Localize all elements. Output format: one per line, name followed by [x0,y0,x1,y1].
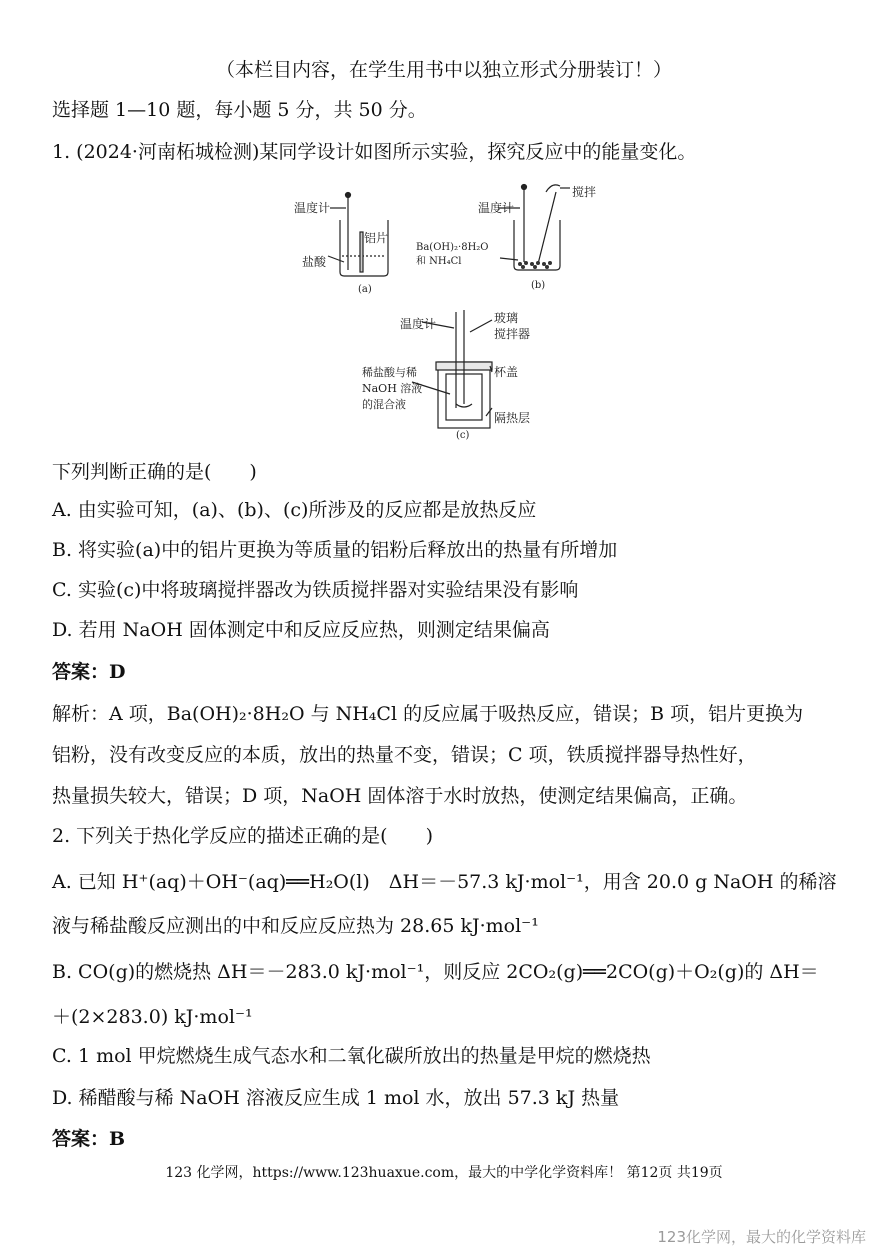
q2-option-d: D. 稀醋酸与稀 NaOH 溶液反应生成 1 mol 水，放出 57.3 kJ 热量 [52,1087,620,1109]
q2-option-b-line2: ＋(2×283.0) kJ·mol⁻¹ [52,1006,253,1028]
q2-option-a-line2: 液与稀盐酸反应测出的中和反应反应热为 28.65 kJ·mol⁻¹ [52,915,539,937]
fig-c-mix3: 的混合液 [362,398,406,411]
q1-prompt: 下列判断正确的是( ) [52,461,257,483]
q1-option-a: A. 由实验可知，(a)、(b)、(c)所涉及的反应都是放热反应 [52,499,537,521]
section-intro: 选择题 1—10 题，每小题 5 分，共 50 分。 [52,99,427,121]
q1-answer: 答案：D [52,661,126,683]
q1-analysis-line1: 解析：A 项，Ba(OH)₂·8H₂O 与 NH₄Cl 的反应属于吸热反应，错误；B 项，铝片更换为 [52,703,804,725]
q2-option-a-line1: A. 已知 H⁺(aq)＋OH⁻(aq)══H₂O(l) ΔH＝－57.3 kJ·mol⁻¹，用含 20.0 g NaOH 的稀溶 [52,871,837,893]
q1-option-c: C. 实验(c)中将玻璃搅拌器改为铁质搅拌器对实验结果没有影响 [52,579,579,601]
q2-option-c: C. 1 mol 甲烷燃烧生成气态水和二氧化碳所放出的热量是甲烷的燃烧热 [52,1045,651,1067]
fig-b-reagent2: 和 NH₄Cl [416,256,462,267]
q1-stem: 1. (2024·河南柘城检测)某同学设计如图所示实验，探究反应中的能量变化。 [52,141,697,163]
fig-c-stirrer1: 玻璃 [494,311,519,325]
fig-b-caption: (b) [531,280,546,291]
fig-a-acid: 盐酸 [302,255,327,269]
fig-c-mix1: 稀盐酸与稀 [362,366,417,379]
q2-stem: 2. 下列关于热化学反应的描述正确的是( ) [52,825,433,847]
q2-option-b-line1: B. CO(g)的燃烧热 ΔH＝－283.0 kJ·mol⁻¹，则反应 2CO₂(g)══2CO(g)＋O₂(g)的 ΔH＝ [52,961,819,983]
page-footer: 123 化学网，https://www.123huaxue.com，最大的中学化学资料库！ 第12页 共19页 [165,1165,723,1181]
q1-option-d: D. 若用 NaOH 固体测定中和反应反应热，则测定结果偏高 [52,619,550,641]
fig-c-mix2: NaOH 溶液 [362,382,423,395]
fig-c-lid: 杯盖 [494,365,519,379]
figure-b [498,185,570,271]
q2-answer: 答案：B [52,1128,126,1150]
q1-figure-c [360,304,560,444]
fig-b-stir: 搅拌 [572,185,597,199]
fig-a-foil: 铝片 [364,231,389,245]
fig-c-insulation: 隔热层 [494,411,531,425]
watermark: 123化学网，最大的化学资料库 [657,1228,866,1246]
figure-b-solid [518,261,552,269]
q1-figure-ab [288,178,618,300]
fig-b-thermometer: 温度计 [478,201,515,215]
header-note: （本栏目内容，在学生用书中以独立形式分册装订！） [215,59,672,81]
fig-c-caption: (c) [456,430,470,441]
q1-analysis-line3: 热量损失较大，错误；D 项，NaOH 固体溶于水时放热，使测定结果偏高，正确。 [52,785,748,807]
fig-c-thermometer: 温度计 [400,317,437,331]
q1-option-b: B. 将实验(a)中的铝片更换为等质量的铝粉后释放出的热量有所增加 [52,539,618,561]
fig-b-reagent1: Ba(OH)₂·8H₂O [416,242,489,253]
fig-a-thermometer: 温度计 [294,201,331,215]
fig-a-caption: (a) [358,284,372,295]
fig-c-stirrer2: 搅拌器 [494,327,531,341]
q1-analysis-line2: 铝粉，没有改变反应的本质，放出的热量不变，错误；C 项，铁质搅拌器导热性好， [52,744,757,766]
